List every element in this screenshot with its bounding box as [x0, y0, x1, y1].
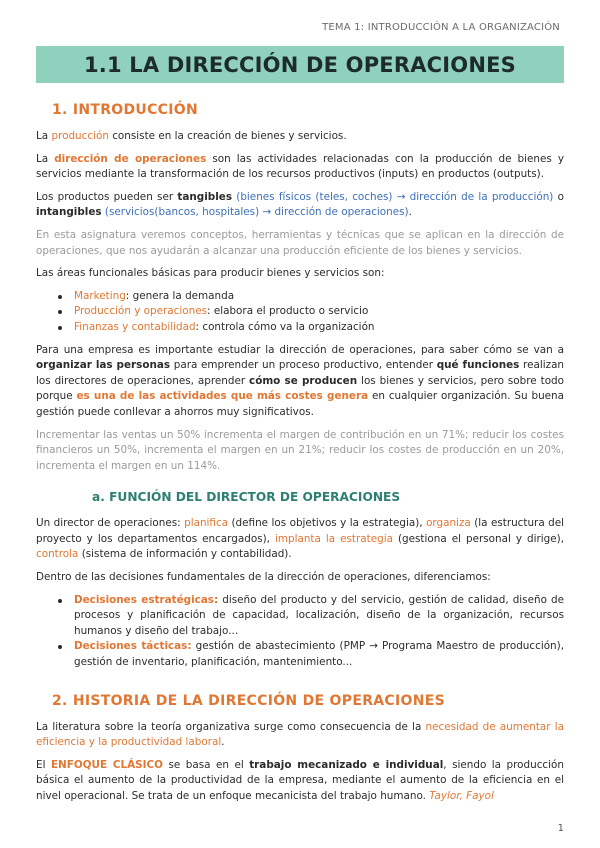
- highlight-direccion-operaciones: dirección de operaciones: [54, 152, 207, 165]
- note-tangibles: (bienes físicos (teles, coches) → dirección de la producción): [236, 190, 554, 203]
- list-item: [74, 289, 564, 305]
- area-name: Producción y operaciones: [74, 305, 208, 318]
- text-run: .: [221, 736, 225, 749]
- highlight-implanta: implanta la estrategia: [274, 532, 393, 545]
- paragraph-enfoque-clasico: [36, 758, 564, 805]
- highlight-costes: es una de las actividades que más costes genera: [76, 390, 369, 403]
- emph-como-producen: cómo se producen: [249, 374, 358, 387]
- emph-trabajo-mecanizado: trabajo mecanizado e individual: [249, 758, 444, 771]
- paragraph-importancia: [36, 343, 564, 421]
- highlight-controla: controla: [36, 548, 79, 561]
- text-run: El: [36, 758, 51, 771]
- list-item: [74, 304, 564, 320]
- text-run: La: [36, 130, 52, 142]
- text-run: Un director de operaciones:: [36, 517, 185, 530]
- paragraph-decisiones-intro: Dentro de las decisiones fundamentales de la dirección de operaciones, diferenciamos:: [36, 571, 491, 584]
- area-desc: : genera la demanda: [125, 289, 235, 302]
- area-desc: : elabora el producto o servicio: [207, 305, 369, 318]
- list-item: [74, 639, 564, 670]
- subsection-heading-funcion-director: a. FUNCIÓN DEL DIRECTOR DE OPERACIONES: [92, 490, 401, 505]
- area-desc: : controla cómo va la organización: [195, 320, 375, 333]
- list-item: [74, 320, 564, 336]
- document-body: [36, 100, 564, 812]
- area-name: Marketing: [74, 289, 126, 302]
- text-run: o: [553, 190, 564, 203]
- note-intangibles: (servicios(bancos, hospitales) → dirección de operaciones): [104, 206, 409, 219]
- section-heading-introduccion: 1. INTRODUCCIÓN: [52, 102, 198, 118]
- page-title: 1.1 LA DIRECCIÓN DE OPERACIONES: [83, 52, 516, 77]
- highlight-enfoque-clasico: ENFOQUE CLÁSICO: [50, 758, 163, 771]
- text-run: realizan los directores de operaciones, aprender: [36, 359, 565, 387]
- text-run: (sistema de información y contabilidad).: [78, 548, 292, 561]
- areas-list: [36, 289, 564, 336]
- decision-name: Decisiones tácticas:: [74, 640, 192, 653]
- highlight-eficiencia: necesidad de aumentar la eficiencia y la productividad laboral: [36, 720, 564, 749]
- text-run: Para una empresa es importante estudiar la dirección de operaciones, para saber cómo se van a: [36, 343, 564, 356]
- text-run: los bienes y servicios, pero sobre todo porque: [36, 374, 565, 403]
- text-run: son las actividades relacionadas con la producción de bienes y servicios mediante la transformación de los recursos productivos (inputs) en productos (outputs).: [36, 152, 564, 181]
- authors-taylor-fayol: Taylor, Fayol: [429, 790, 494, 802]
- list-item: [74, 593, 564, 640]
- title-banner: [36, 46, 564, 83]
- paragraph-produccion: [36, 129, 564, 145]
- paragraph-asignatura: En esta asignatura veremos conceptos, herramientas y técnicas que se aplican en la dirección de operaciones, que nos ayudarán a alcanzar una producción eficiente de los bienes y servicios.: [36, 228, 564, 257]
- decision-desc: diseño del producto y del servicio, gestión de calidad, diseño de procesos y planificación de capacidad, localización, diseño de la organización, recursos humanos y diseño del trabajo...: [74, 593, 564, 637]
- section-heading-historia: 2. HISTORIA DE LA DIRECCIÓN DE OPERACIONES: [52, 692, 445, 709]
- text-run: (define los objetivos y la estrategia),: [228, 517, 427, 530]
- paragraph-tangibles-intangibles: [36, 190, 564, 221]
- text-run: , siendo la producción básica el aumento de la productividad de la empresa, mediante el aumento de la eficiencia en el nivel operacional. Se trata de un enfoque mecanicista del trabajo humano.: [36, 758, 564, 802]
- text-run: (gestiona el personal y dirige),: [392, 532, 565, 545]
- paragraph-margenes: Incrementar las ventas un 50% incrementa el margen de contribución en un 71%; reducir los costes financieros un 50%, incrementa el margen en un 21%; reducir los costes de producción en un 20%, incrementa el margen en un 114%.: [36, 428, 564, 472]
- term-intangibles: intangibles: [36, 206, 102, 219]
- paragraph-literatura: [36, 720, 564, 751]
- header-topic: TEMA 1: INTRODUCCIÓN A LA ORGANIZACIÓN: [322, 22, 560, 33]
- area-name: Finanzas y contabilidad: [74, 320, 196, 333]
- decision-desc: gestión de abastecimiento (PMP → Programa Maestro de producción), gestión de inventario, planificación, mantenimiento...: [74, 640, 565, 669]
- highlight-produccion: producción: [51, 130, 109, 142]
- highlight-organiza: organiza: [426, 517, 471, 530]
- paragraph-director-funciones: [36, 516, 564, 563]
- term-tangibles: tangibles: [177, 190, 232, 203]
- page-number: 1: [557, 823, 564, 834]
- decisions-list: [36, 593, 564, 671]
- text-run: .: [408, 206, 412, 219]
- text-run: consiste en la creación de bienes y servicios.: [108, 130, 347, 142]
- text-run: La: [36, 152, 55, 165]
- decision-name: Decisiones estratégicas:: [74, 593, 219, 606]
- emph-funciones: qué funciones: [436, 359, 520, 372]
- text-run: La literatura sobre la teoría organizativa surge como consecuencia de la: [36, 720, 426, 733]
- text-run: Los productos pueden ser: [36, 190, 178, 203]
- text-run: para emprender un proceso productivo, entender: [170, 359, 437, 372]
- text-run: en cualquier organización. Su buena gestión puede conllevar a ahorros muy significativos.: [36, 390, 564, 418]
- paragraph-areas-funcionales: Las áreas funcionales básicas para producir bienes y servicios son:: [36, 267, 385, 280]
- highlight-planifica: planifica: [184, 517, 229, 530]
- text-run: (la estructura del proyecto y los departamentos encargados),: [36, 517, 565, 545]
- emph-organizar: organizar las personas: [36, 359, 171, 372]
- paragraph-direccion-operaciones: [36, 152, 564, 183]
- text-run: se basa en el: [162, 758, 250, 771]
